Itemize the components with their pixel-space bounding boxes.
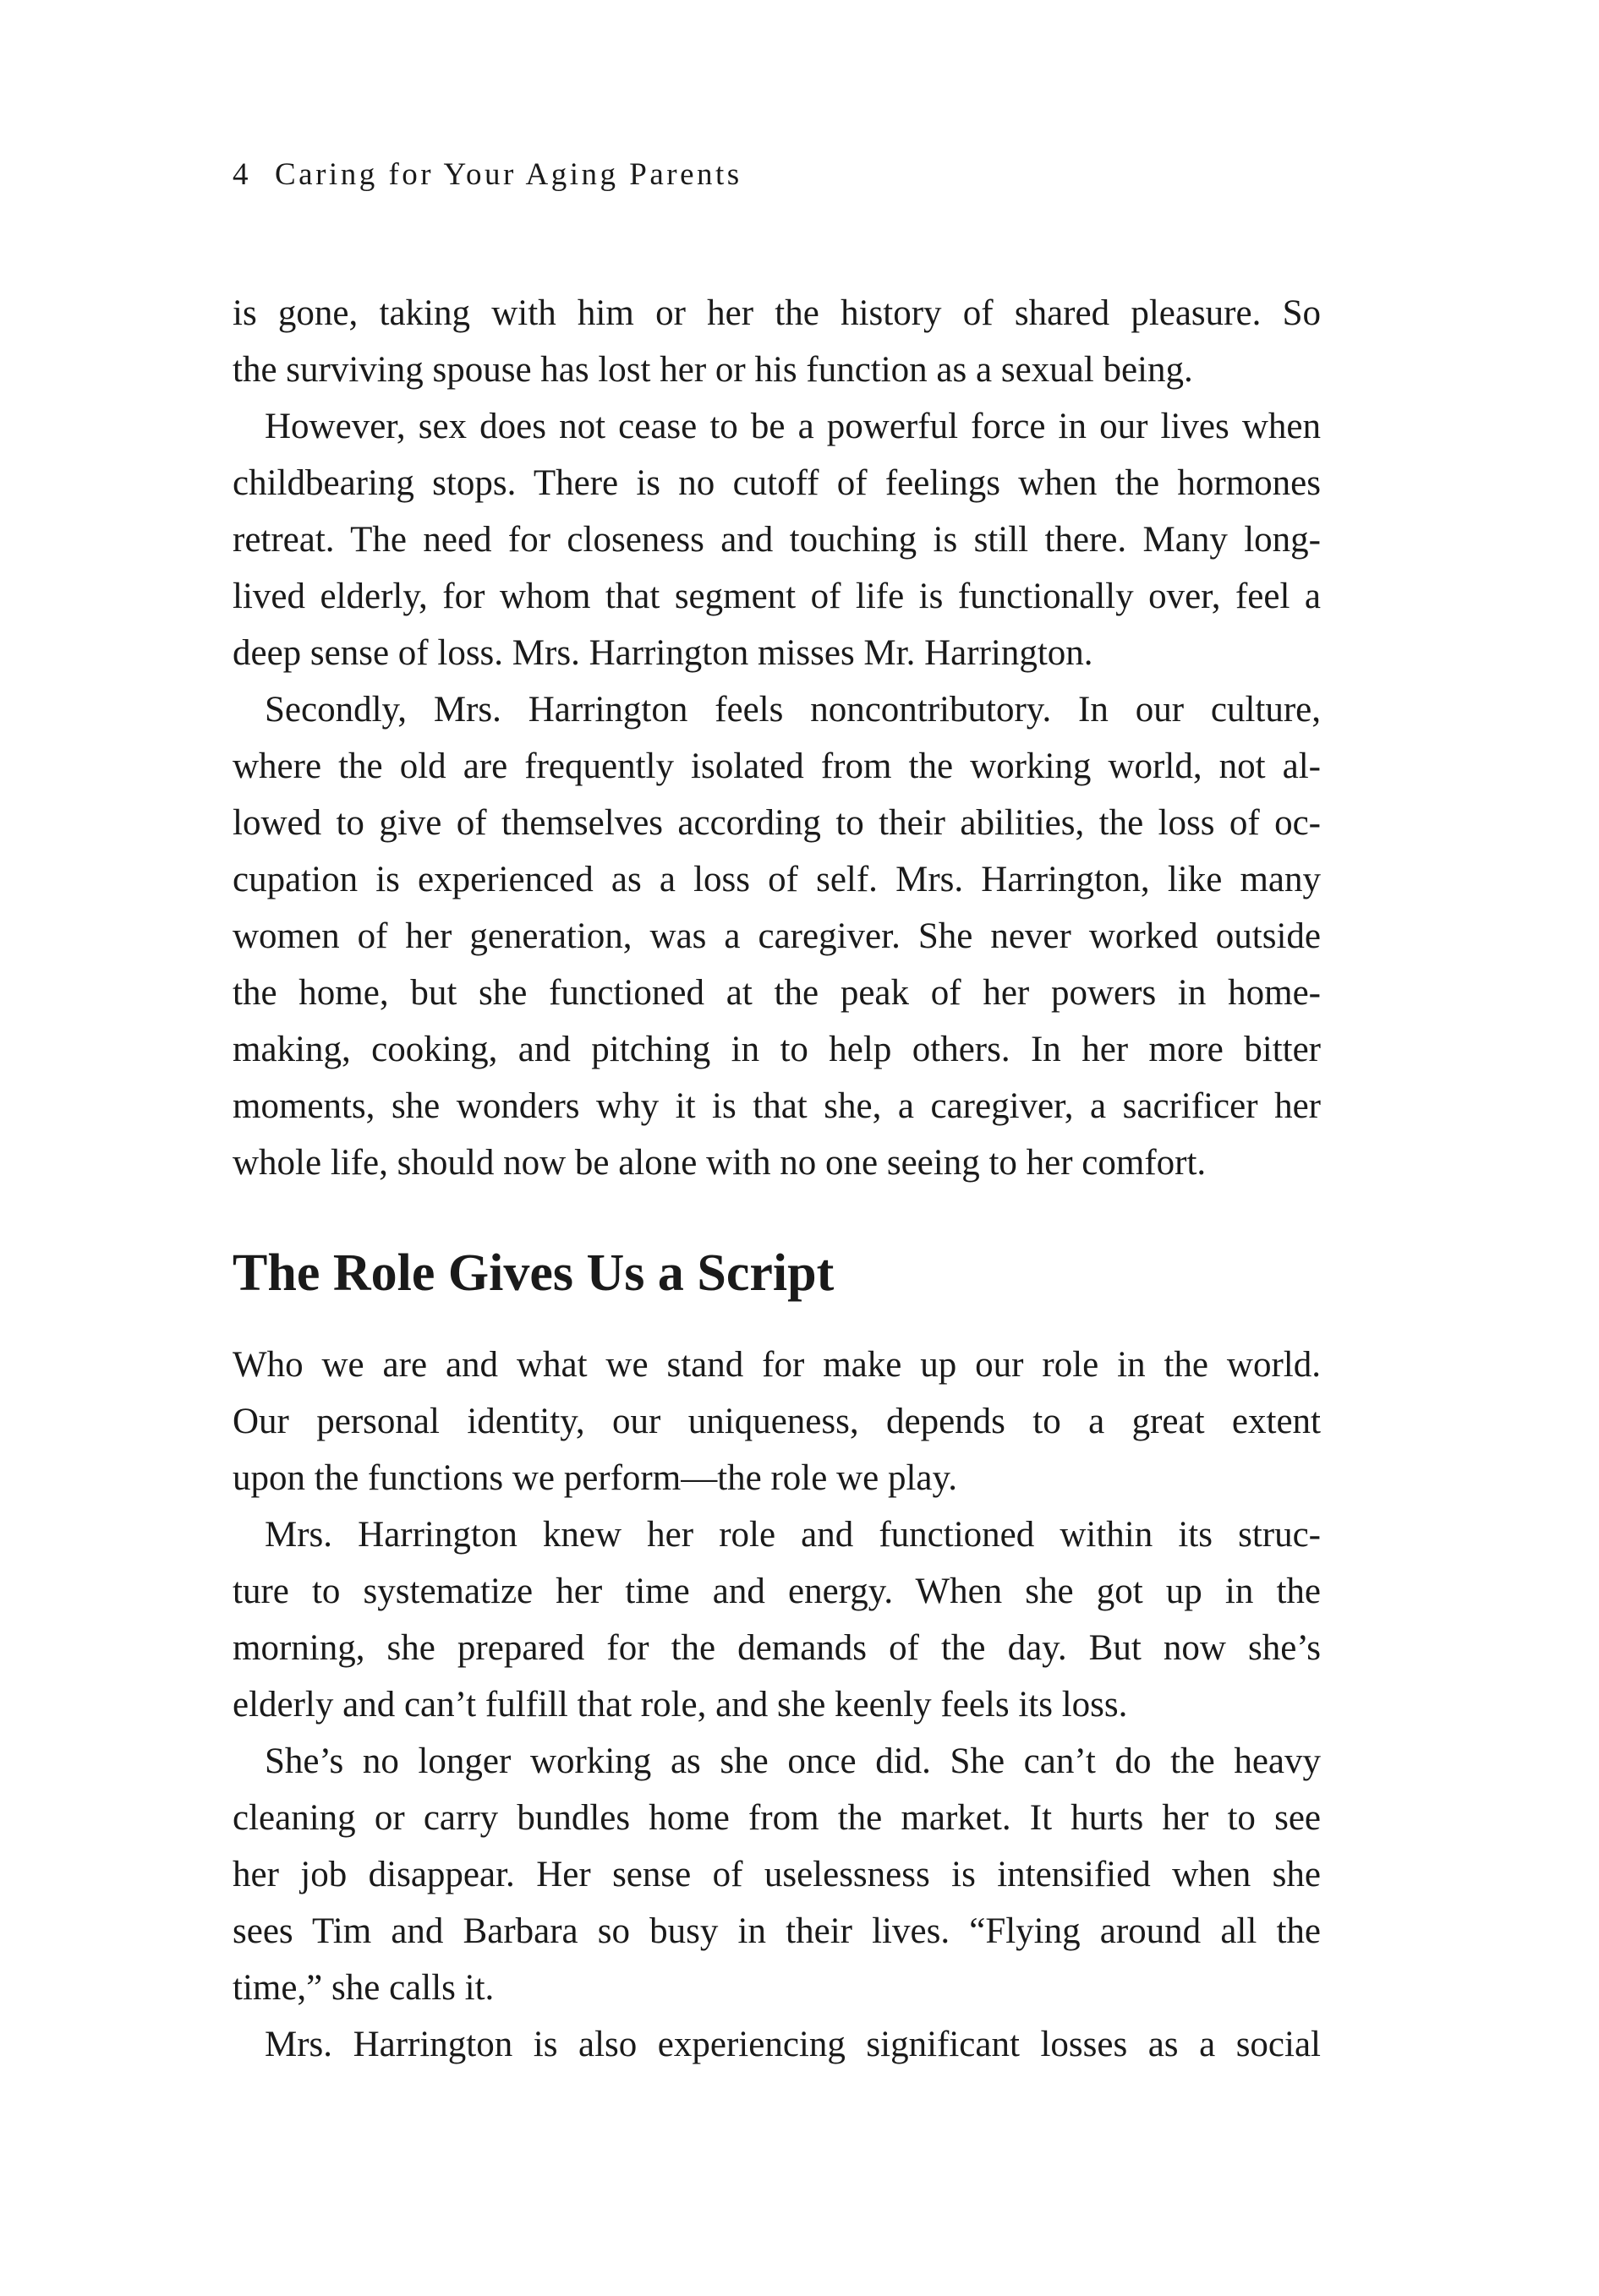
text-line: childbearing stops. There is no cutoff of feelings when the hormones xyxy=(233,463,1321,503)
text-line: moments, she wonders why it is that she, a caregiver, a sacrificer her xyxy=(233,1086,1321,1126)
text-line: upon the functions we perform—the role we play. xyxy=(233,1458,957,1498)
text-line: cleaning or carry bundles home from the market. It hurts her to see xyxy=(233,1798,1321,1838)
body-text-block-2 xyxy=(233,1337,1321,2073)
text-line: cupation is experienced as a loss of self. Mrs. Harrington, like many xyxy=(233,860,1321,899)
text-line: the surviving spouse has lost her or his function as a sexual being. xyxy=(233,350,1193,390)
text-line: lowed to give of themselves according to their abilities, the loss of oc- xyxy=(233,803,1321,843)
text-line: her job disappear. Her sense of uselessness is intensified when she xyxy=(233,1855,1321,1894)
text-line: She’s no longer working as she once did. She can’t do the heavy xyxy=(265,1741,1321,1781)
text-line: deep sense of loss. Mrs. Harrington misses Mr. Harrington. xyxy=(233,633,1093,673)
book-title: Caring for Your Aging Parents xyxy=(275,157,742,192)
text-line: the home, but she functioned at the peak of her powers in home- xyxy=(233,973,1321,1013)
text-line: However, sex does not cease to be a powerful force in our lives when xyxy=(265,407,1321,446)
text-line: Our personal identity, our uniqueness, depends to a great extent xyxy=(233,1402,1321,1441)
text-line: is gone, taking with him or her the history of shared pleasure. So xyxy=(233,293,1321,333)
text-line: time,” she calls it. xyxy=(233,1968,495,2008)
running-head xyxy=(233,155,742,195)
text-line: where the old are frequently isolated from the working world, not al- xyxy=(233,746,1321,786)
text-line: retreat. The need for closeness and touching is still there. Many long- xyxy=(233,520,1321,560)
section-heading: The Role Gives Us a Script xyxy=(233,1244,835,1302)
text-line: elderly and can’t fulfill that role, and she keenly feels its loss. xyxy=(233,1685,1128,1725)
text-line: Secondly, Mrs. Harrington feels noncontributory. In our culture, xyxy=(265,690,1321,730)
text-line: making, cooking, and pitching in to help others. In her more bitter xyxy=(233,1030,1321,1069)
text-line: Mrs. Harrington knew her role and functioned within its struc- xyxy=(265,1515,1321,1555)
text-line: morning, she prepared for the demands of the day. But now she’s xyxy=(233,1628,1321,1668)
page-number: 4 xyxy=(233,157,251,192)
text-line: lived elderly, for whom that segment of life is functionally over, feel a xyxy=(233,577,1321,616)
text-line: women of her generation, was a caregiver. She never worked outside xyxy=(233,916,1321,956)
body-text-block-1 xyxy=(233,285,1321,1191)
text-line: ture to systematize her time and energy. When she got up in the xyxy=(233,1572,1321,1611)
text-line: sees Tim and Barbara so busy in their lives. “Flying around all the xyxy=(233,1911,1321,1951)
text-line: Who we are and what we stand for make up our role in the world. xyxy=(233,1345,1321,1385)
text-line: Mrs. Harrington is also experiencing significant losses as a social xyxy=(265,2025,1321,2064)
text-line: whole life, should now be alone with no one seeing to her comfort. xyxy=(233,1143,1207,1183)
